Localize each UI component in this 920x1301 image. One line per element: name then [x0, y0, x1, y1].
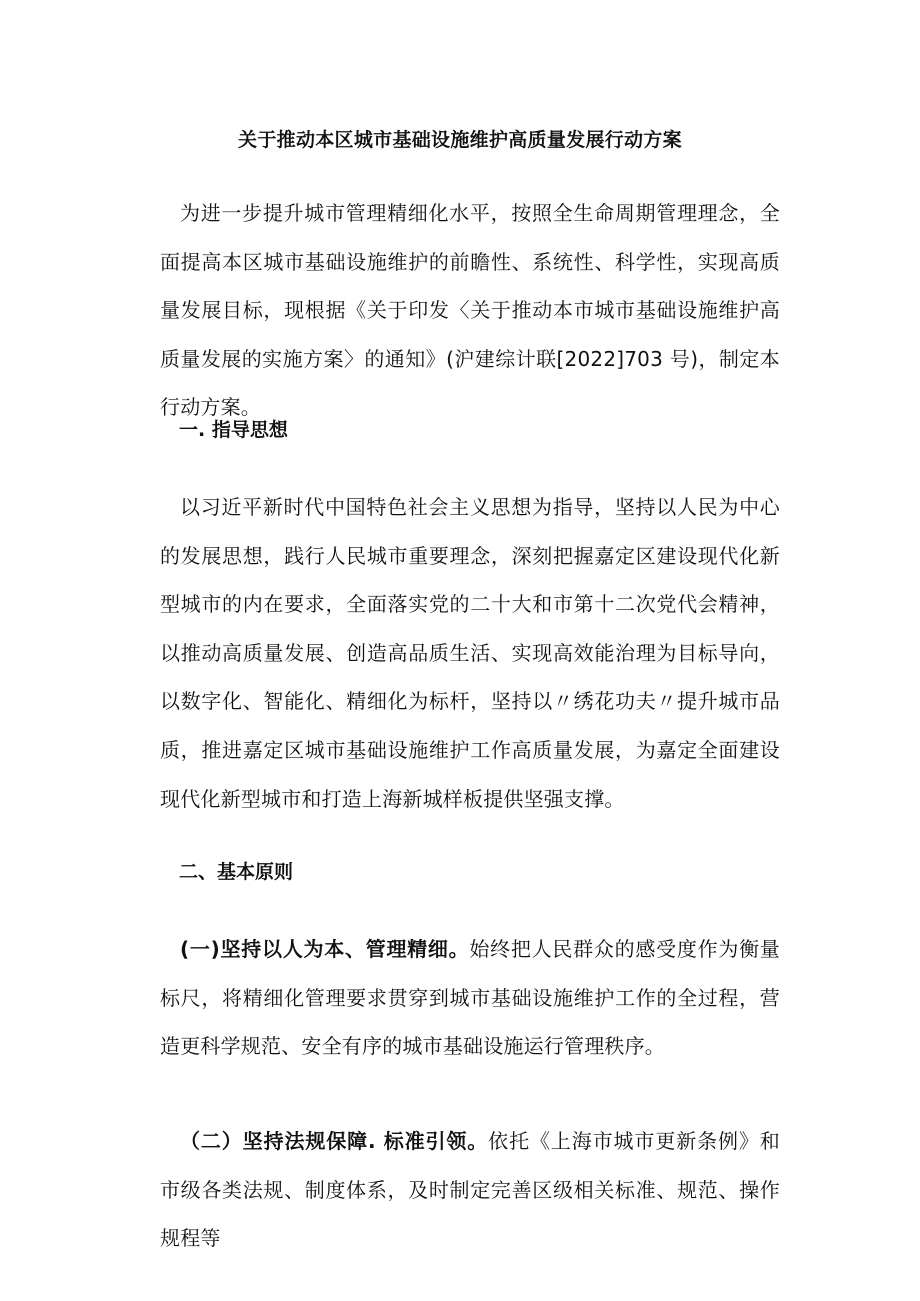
principle-2-lead: （二）坚持法规保障. 标准引领。	[180, 1129, 489, 1153]
section-heading-guiding-ideology: 一. 指导思想	[179, 419, 288, 441]
principle-1-body: 始终把人民群众的感受度作为衡量标尺，将精细化管理要求贯穿到城市基础设施维护工作的全过程，营造更科学规范、安全有序的城市基础设施运行管理秩序。	[160, 937, 781, 1059]
guiding-ideology-paragraph: 以习近平新时代中国特色社会主义思想为指导，坚持以人民为中心的发展思想，践行人民城市重要理念，深刻把握嘉定区建设现代化新型城市的内在要求，全面落实党的二十大和市第十二次党代会精神，以推动高质量发展、创造高品质生活、实现高效能治理为目标导向，以数字化、智能化、精细化为标杆，坚持以〃绣花功夫〃提升城市品质，推进嘉定区城市基础设施维护工作高质量发展，为嘉定全面建设现代化新型城市和打造上海新城样板提供坚强支撑。	[160, 495, 780, 811]
principle-1-lead: (一)坚持以人为本、管理精细。	[180, 937, 470, 961]
intro-paragraph: 为进一步提升城市管理精细化水平，按照全生命周期管理理念，全面提高本区城市基础设施维护的前瞻性、系统性、科学性，实现高质量发展目标，现根据《关于印发〈关于推动本市城市基础设施维护高质量发展的实施方案〉的通知》(沪建综计联[2022]703 号)，制定本行动方案。	[160, 201, 780, 420]
principle-2-paragraph	[160, 1117, 780, 1263]
document-title: 关于推动本区城市基础设施维护高质量发展行动方案	[238, 129, 682, 151]
principle-1-paragraph	[160, 925, 780, 1071]
principle-2-body: 依托《上海市城市更新条例》和市级各类法规、制度体系，及时制定完善区级相关标准、规范、操作规程等	[160, 1129, 780, 1251]
section-heading-basic-principles: 二、基本原则	[179, 861, 294, 883]
